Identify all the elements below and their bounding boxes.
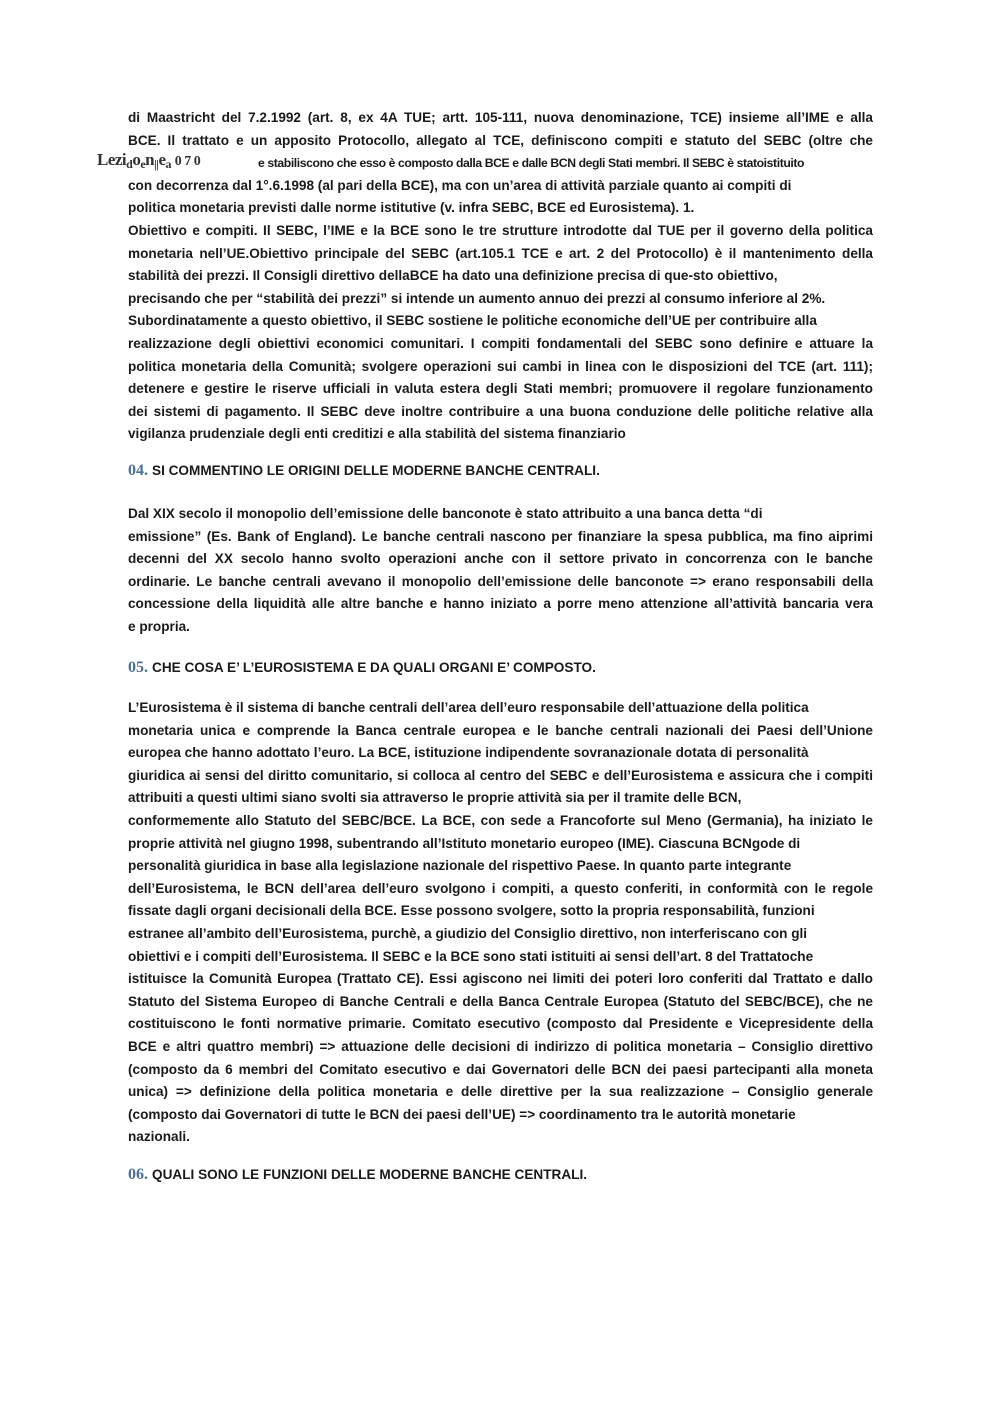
section-heading-04	[128, 462, 600, 480]
paragraph-line: concessione della liquidità alle altre banche e hanno iniziato a porre meno attenzione all’attività bancaria vera	[128, 596, 873, 612]
intro-line: monetaria nell’UE.Obiettivo principale del SEBC (art.105.1 TCE e art. 2 del Protocollo) è il mantenimento della	[128, 245, 873, 261]
paragraph-line: istituisce la Comunità Europea (Trattato CE). Essi agiscono nei limiti dei poteri loro conferiti dal Trattato e dallo	[128, 971, 873, 987]
section-number: 04.	[128, 462, 148, 479]
paragraph-line: personalità giuridica in base alla legislazione nazionale del rispettivo Paese. In quanto parte integrante	[128, 858, 792, 874]
intro-line: con decorrenza dal 1°.6.1998 (al pari della BCE), ma con un’area di attività parziale quanto ai compiti di	[128, 177, 792, 193]
section-number: 05.	[128, 659, 148, 676]
section-heading-05	[128, 659, 596, 677]
section-heading-06	[128, 1166, 587, 1184]
paragraph-line: europea che hanno adottato l’euro. La BCE, istituzione indipendente sovranazionale dotata di personalità	[128, 745, 809, 761]
intro-line: Subordinatamente a questo obiettivo, il SEBC sostiene le politiche economiche dell’UE per contribuire alla	[128, 313, 817, 329]
garbled-header-text: Lezidoen||ea 0 7 0	[97, 150, 201, 171]
paragraph-line: L’Eurosistema è il sistema di banche centrali dell’area dell’euro responsabile dell’attuazione della politica	[128, 700, 809, 715]
intro-line: e stabiliscono che esso è composto dalla BCE e dalle BCN degli Stati membri. Il SEBC è statoistituito	[258, 156, 805, 171]
intro-line: vigilanza prudenziale degli enti creditizi e alla stabilità del sistema finanziario	[128, 426, 626, 442]
paragraph-line: estranee all’ambito dell’Eurosistema, purchè, a giudizio del Consiglio direttivo, non interferiscano con gli	[128, 925, 808, 941]
section-title: CHE COSA E’ L’EUROSISTEMA E DA QUALI ORGANI E’ COMPOSTO.	[152, 660, 596, 675]
section-title: QUALI SONO LE FUNZIONI DELLE MODERNE BANCHE CENTRALI.	[152, 1167, 587, 1182]
section-title: SI COMMENTINO LE ORIGINI DELLE MODERNE BANCHE CENTRALI.	[152, 463, 600, 478]
paragraph-line: monetaria unica e comprende la Banca centrale europea e le banche centrali nazionali dei Paesi dell’Unione	[128, 722, 873, 738]
intro-line: BCE. Il trattato e un apposito Protocollo, allegato al TCE, definiscono compiti e statuto del SEBC (oltre che	[128, 132, 873, 148]
paragraph-line: giuridica ai sensi del diritto comunitario, si colloca al centro del SEBC e dell’Eurosistema e assicura che i compiti	[128, 767, 873, 783]
paragraph-line: attribuiti a questi ultimi siano svolti sia attraverso le proprie attività sia per il tramite delle BCN,	[128, 790, 742, 806]
paragraph-line: Dal XIX secolo il monopolio dell’emissione delle banconote è stato attribuito a una banca detta “di	[128, 506, 763, 521]
intro-line: Obiettivo e compiti. Il SEBC, l’IME e la BCE sono le tre strutture introdotte dal TUE per il governo della politica	[128, 222, 873, 238]
paragraph-line: decenni del XX secolo hanno svolto operazioni anche con il settore privato in concorrenza con le banche	[128, 551, 873, 567]
paragraph-line: (composto dai Governatori di tutte le BCN dei paesi dell’UE) => coordinamento tra le autorità monetarie	[128, 1106, 796, 1122]
intro-line: precisando che per “stabilità dei prezzi” si intende un aumento annuo dei prezzi al consumo inferiore al 2%.	[128, 290, 826, 306]
section-05-paragraph	[128, 697, 873, 1149]
intro-paragraph	[128, 107, 873, 446]
paragraph-line: (composto da 6 membri del Comitato esecutivo e dai Governatori delle BCN dei paesi partecipanti alla moneta	[128, 1061, 873, 1077]
paragraph-line: obiettivi e i compiti dell’Eurosistema. Il SEBC e la BCE sono stati istituiti ai sensi dell’art. 8 del Trattatoche	[128, 948, 814, 964]
paragraph-line: conformemente allo Statuto del SEBC/BCE. La BCE, con sede a Francoforte sul Meno (Germania), ha iniziato le	[128, 812, 873, 828]
intro-line: realizzazione degli obiettivi economici comunitari. I compiti fondamentali del SEBC sono definire e attuare la	[128, 335, 873, 351]
intro-line: stabilità dei prezzi. Il Consigli direttivo dellaBCE ha dato una definizione precisa di que-sto obiettivo,	[128, 268, 778, 284]
intro-line: di Maastricht del 7.2.1992 (art. 8, ex 4A TUE; artt. 105-111, nuova denominazione, TCE) insieme all’IME e alla	[128, 110, 873, 125]
section-04-paragraph	[128, 503, 873, 639]
intro-line: dei sistemi di pagamento. Il SEBC deve inoltre contribuire a una buona conduzione delle politiche relative alla	[128, 403, 873, 419]
intro-line: politica monetaria previsti dalle norme istitutive (v. infra SEBC, BCE ed Eurosistema). 1.	[128, 200, 695, 216]
paragraph-line: fissate dagli organi decisionali della BCE. Esse possono svolgere, sotto la propria responsabilità, funzioni	[128, 903, 815, 919]
paragraph-line: dell’Eurosistema, le BCN dell’area dell’euro svolgono i compiti, a questo conferiti, in conformità con le regole	[128, 880, 873, 896]
paragraph-line: proprie attività nel giugno 1998, subentrando all’Istituto monetario europeo (IME). Ciascuna BCNgode di	[128, 835, 801, 851]
section-number: 06.	[128, 1166, 148, 1183]
paragraph-line: e propria.	[128, 618, 190, 634]
paragraph-line: emissione” (Es. Bank of England). Le banche centrali nascono per finanziare la spesa pubblica, ma fino aiprimi	[128, 528, 873, 544]
paragraph-line: costituiscono le fonti normative primarie. Comitato esecutivo (composto dal Presidente e Vicepresidente della	[128, 1016, 873, 1032]
paragraph-line: BCE e altri quattro membri) => attuazione delle decisioni di indirizzo di politica monetaria – Consiglio direttivo	[128, 1038, 873, 1054]
paragraph-line: ordinarie. Le banche centrali avevano il monopolio dell’emissione delle banconote => erano responsabili della	[128, 573, 873, 589]
intro-line: politica monetaria della Comunità; svolgere operazioni sui cambi in linea con le disposizioni del TCE (art. 111);	[128, 358, 873, 374]
paragraph-line: unica) => definizione della politica monetaria e delle direttive per la sua realizzazione – Consiglio generale	[128, 1084, 873, 1100]
paragraph-line: nazionali.	[128, 1129, 190, 1145]
paragraph-line: Statuto del Sistema Europeo di Banche Centrali e della Banca Centrale Europea (Statuto del SEBC/BCE), che ne	[128, 993, 873, 1009]
intro-line: detenere e gestire le riserve ufficiali in valuta estera degli Stati membri; promuovere il regolare funzionamento	[128, 381, 873, 397]
